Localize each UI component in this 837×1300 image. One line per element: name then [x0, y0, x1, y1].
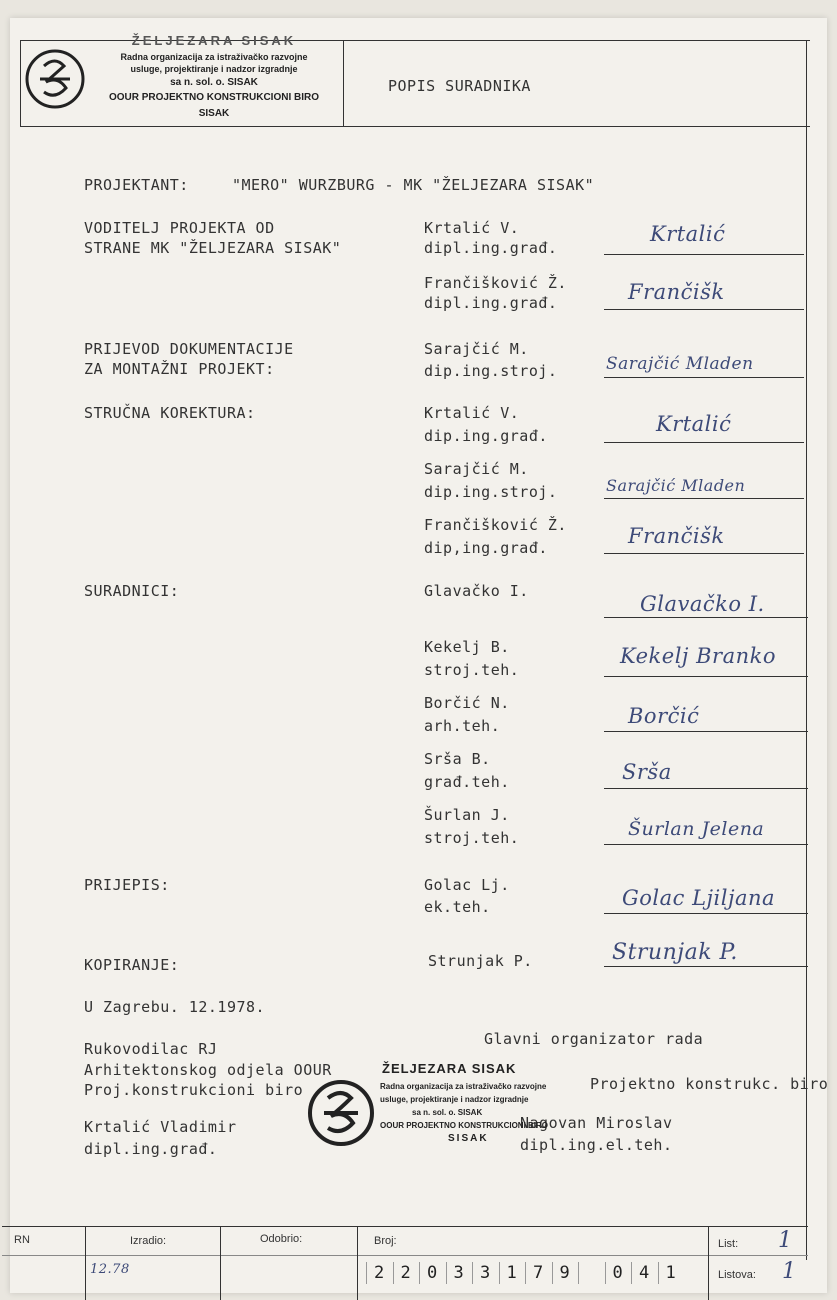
signature-line — [604, 844, 808, 845]
signature-line — [604, 788, 808, 789]
stamp-line-1: Radna organizacija za istraživačko razvojne — [380, 1082, 547, 1091]
person-title: stroj.teh. — [424, 829, 520, 847]
stamp-line-2: usluge, projektiranje i nadzor izgradnje — [380, 1095, 529, 1104]
person-title: građ.teh. — [424, 773, 510, 791]
signature-line — [604, 731, 808, 732]
signature-line — [604, 309, 804, 310]
company-line-3: sa n. sol. o. SISAK — [170, 77, 258, 88]
izradio-date: 12.78 — [90, 1262, 130, 1277]
signature-line — [604, 498, 804, 499]
person-title: dip,ing.građ. — [424, 539, 548, 557]
signature-line — [604, 553, 804, 554]
manager-title-1: Rukovodilac RJ — [84, 1040, 218, 1058]
voditelj-label-1: VODITELJ PROJEKTA OD — [84, 219, 275, 237]
broj-cell-divider — [605, 1262, 606, 1284]
signature: Krtalić — [656, 412, 732, 436]
signature: Kekelj Branko — [620, 644, 776, 668]
broj-digit: 1 — [506, 1263, 517, 1283]
signature: Frančišk — [628, 280, 725, 304]
person-title: dip.ing.stroj. — [424, 362, 558, 380]
person-name: Golac Lj. — [424, 876, 510, 894]
signature: Sarajčić Mladen — [606, 476, 746, 495]
list-label: List: — [718, 1238, 739, 1250]
broj-cell-divider — [525, 1262, 526, 1284]
broj-cell-divider — [658, 1262, 659, 1284]
signature-line — [604, 676, 808, 677]
signature: Frančišk — [628, 524, 725, 548]
manager-degree: dipl.ing.građ. — [84, 1140, 218, 1158]
stamp-line-4: OOUR PROJEKTNO KONSTRUKCIONI BIRO — [380, 1121, 549, 1130]
broj-cell-divider — [446, 1262, 447, 1284]
title-block-divider — [708, 1226, 709, 1300]
broj-label: Broj: — [374, 1235, 397, 1247]
voditelj-label-2: STRANE MK "ŽELJEZARA SISAK" — [84, 239, 342, 257]
signature-line — [604, 966, 808, 967]
person-title: dip.ing.građ. — [424, 427, 548, 445]
person-name: Frančišković Ž. — [424, 274, 567, 292]
organizer-title: Glavni organizator rada — [484, 1030, 704, 1048]
signature-line — [604, 617, 808, 618]
person-name: Krtalić V. — [424, 219, 520, 237]
signature-line — [604, 377, 804, 378]
company-name: ŽELJEZARA SISAK — [131, 33, 297, 48]
person-title: arh.teh. — [424, 717, 501, 735]
prijevod-label-1: PRIJEVOD DOKUMENTACIJE — [84, 340, 294, 358]
listova-label: Listova: — [718, 1269, 756, 1281]
broj-cell-divider — [393, 1262, 394, 1284]
projektant-label: PROJEKTANT: — [84, 176, 189, 194]
person-title: stroj.teh. — [424, 661, 520, 679]
person-name: Glavačko I. — [424, 582, 529, 600]
signature-line — [604, 913, 808, 914]
zeljezara-logo-icon — [24, 48, 86, 110]
prijevod-label-2: ZA MONTAŽNI PROJEKT: — [84, 360, 275, 378]
list-value: 1 — [778, 1228, 793, 1253]
stamp-line-3: sa n. sol. o. SISAK — [412, 1108, 483, 1117]
broj-cell-divider — [552, 1262, 553, 1284]
izradio-label: Izradio: — [130, 1235, 167, 1247]
broj-cell-divider — [499, 1262, 500, 1284]
person-title: ek.teh. — [424, 898, 491, 916]
rn-label: RN — [14, 1234, 30, 1246]
broj-digit: 0 — [427, 1263, 438, 1283]
broj-cell-divider — [419, 1262, 420, 1284]
person-name: Sarajčić M. — [424, 460, 529, 478]
person-name: Srša B. — [424, 750, 491, 768]
suradnici-label: SURADNICI: — [84, 582, 180, 600]
person-title: dip.ing.stroj. — [424, 483, 558, 501]
broj-digit: 2 — [400, 1263, 411, 1283]
listova-value: 1 — [782, 1259, 797, 1284]
korektura-label: STRUČNA KOREKTURA: — [84, 404, 256, 422]
company-line-1: Radna organizacija za istraživačko razvojne — [120, 52, 308, 62]
broj-digit: 4 — [639, 1263, 650, 1283]
broj-digit: 2 — [374, 1263, 385, 1283]
signature: Borčić — [628, 704, 700, 728]
odobrio-label: Odobrio: — [260, 1233, 303, 1245]
organizer-name: Nagovan Miroslav — [520, 1114, 673, 1132]
manager-title-2: Arhitektonskog odjela OOUR — [84, 1061, 332, 1079]
title-block-divider — [85, 1226, 86, 1300]
person-name: Kekelj B. — [424, 638, 510, 656]
company-line-5: SISAK — [198, 108, 230, 119]
doc-title: POPIS SURADNIKA — [388, 77, 531, 95]
prijepis-label: PRIJEPIS: — [84, 876, 170, 894]
person-name: Borčić N. — [424, 694, 510, 712]
title-block-divider — [357, 1226, 358, 1300]
title-block-divider — [220, 1226, 221, 1300]
person-title: dipl.ing.građ. — [424, 239, 558, 257]
broj-digit: 1 — [665, 1263, 676, 1283]
header-bottom-rule — [20, 126, 810, 127]
broj-cell-divider — [366, 1262, 367, 1284]
organizer-degree: dipl.ing.el.teh. — [520, 1136, 673, 1154]
manager-title-3: Proj.konstrukcioni biro — [84, 1081, 304, 1099]
title-block-mid-rule — [2, 1255, 808, 1256]
broj-cell-divider — [578, 1262, 579, 1284]
person-name: Frančišković Ž. — [424, 516, 567, 534]
signature: Strunjak P. — [612, 940, 738, 965]
broj-cell-divider — [631, 1262, 632, 1284]
person-name: Strunjak P. — [428, 952, 533, 970]
broj-digit: 9 — [559, 1263, 570, 1283]
stamp-company-name: ŽELJEZARA SISAK — [382, 1061, 517, 1076]
manager-name: Krtalić Vladimir — [84, 1118, 237, 1136]
broj-digit: 7 — [533, 1263, 544, 1283]
kopiranje-label: KOPIRANJE: — [84, 956, 180, 974]
signature-line — [604, 442, 804, 443]
title-block-top-rule — [2, 1226, 808, 1227]
signature: Sarajčić Mladen — [606, 354, 754, 374]
signature: Šurlan Jelena — [628, 818, 765, 840]
stamp-logo-icon — [306, 1078, 376, 1148]
broj-digit: 0 — [612, 1263, 623, 1283]
stamp-line-5: SISAK — [448, 1133, 489, 1144]
organizer-dept: Projektno konstrukc. biro — [590, 1075, 829, 1093]
signature: Golac Ljiljana — [622, 886, 776, 910]
header-divider — [343, 40, 344, 126]
broj-digit: 3 — [480, 1263, 491, 1283]
company-line-2: usluge, projektiranje i nadzor izgradnje — [130, 64, 298, 74]
signature: Krtalić — [650, 222, 726, 246]
person-name: Sarajčić M. — [424, 340, 529, 358]
header-left-rule — [20, 40, 21, 126]
person-title: dipl.ing.građ. — [424, 294, 558, 312]
signature-line — [604, 254, 804, 255]
broj-digit: 3 — [453, 1263, 464, 1283]
signature: Srša — [622, 760, 672, 784]
projektant-value: "MERO" WURZBURG - MK "ŽELJEZARA SISAK" — [232, 176, 595, 194]
person-name: Krtalić V. — [424, 404, 520, 422]
company-line-4: OOUR PROJEKTNO KONSTRUKCIONI BIRO — [108, 92, 319, 103]
broj-cell-divider — [472, 1262, 473, 1284]
place-date: U Zagrebu. 12.1978. — [84, 998, 266, 1016]
signature: Glavačko I. — [640, 592, 765, 616]
person-name: Šurlan J. — [424, 806, 510, 824]
